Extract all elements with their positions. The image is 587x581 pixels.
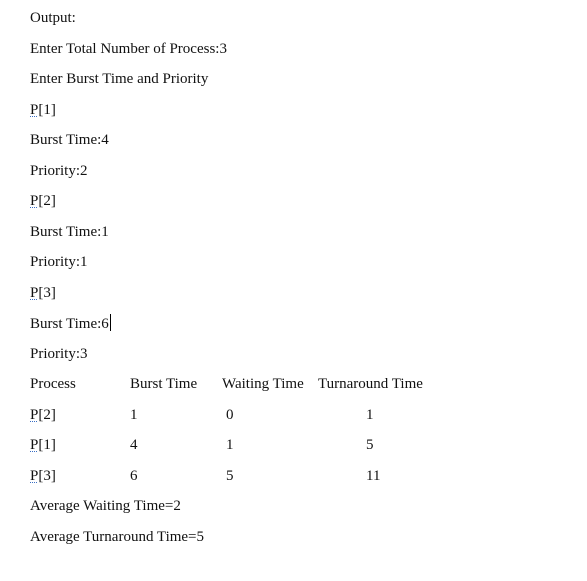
- process-index: [2]: [38, 407, 56, 423]
- burst-text: Burst Time:6: [30, 316, 109, 332]
- row-burst: 1: [130, 407, 138, 423]
- row-waiting: 1: [226, 437, 234, 453]
- row-process: [30, 406, 56, 424]
- process-2-burst-line: Burst Time:1: [30, 224, 109, 240]
- process-prefix: P: [30, 285, 39, 301]
- process-2-label: [30, 192, 56, 210]
- row-burst: 6: [130, 468, 138, 484]
- header-burst-time: Burst Time: [130, 376, 198, 392]
- process-prefix: P: [30, 468, 39, 484]
- process-prefix: P: [30, 193, 39, 209]
- process-prefix: P: [30, 407, 39, 423]
- process-index: [1]: [38, 437, 56, 453]
- process-3-label: [30, 284, 56, 302]
- header-turnaround-time: Turnaround Time: [318, 376, 423, 392]
- enter-burst-priority-line: Enter Burst Time and Priority: [30, 71, 209, 87]
- header-waiting-time: Waiting Time: [222, 376, 304, 392]
- process-2-priority-line: Priority:1: [30, 254, 88, 270]
- row-turnaround: 11: [366, 468, 381, 484]
- row-turnaround: 5: [366, 437, 374, 453]
- process-index: [3]: [38, 285, 56, 301]
- row-process: [30, 467, 56, 485]
- row-waiting: 0: [226, 407, 234, 423]
- output-heading: Output:: [30, 10, 76, 26]
- row-waiting: 5: [226, 468, 234, 484]
- enter-total-line: Enter Total Number of Process:3: [30, 41, 227, 57]
- header-process: Process: [30, 376, 76, 392]
- process-1-priority-line: Priority:2: [30, 163, 88, 179]
- text-cursor: [110, 314, 111, 331]
- process-1-label: [30, 101, 56, 119]
- process-index: [1]: [38, 102, 56, 118]
- process-3-priority-line: Priority:3: [30, 346, 88, 362]
- row-burst: 4: [130, 437, 138, 453]
- average-turnaround-line: Average Turnaround Time=5: [30, 529, 205, 545]
- process-prefix: P: [30, 102, 39, 118]
- process-index: [2]: [38, 193, 56, 209]
- process-prefix: P: [30, 437, 39, 453]
- row-turnaround: 1: [366, 407, 374, 423]
- process-3-burst-line: [30, 314, 111, 333]
- process-1-burst-line: Burst Time:4: [30, 132, 109, 148]
- process-index: [3]: [38, 468, 56, 484]
- average-waiting-line: Average Waiting Time=2: [30, 498, 181, 514]
- row-process: [30, 436, 56, 454]
